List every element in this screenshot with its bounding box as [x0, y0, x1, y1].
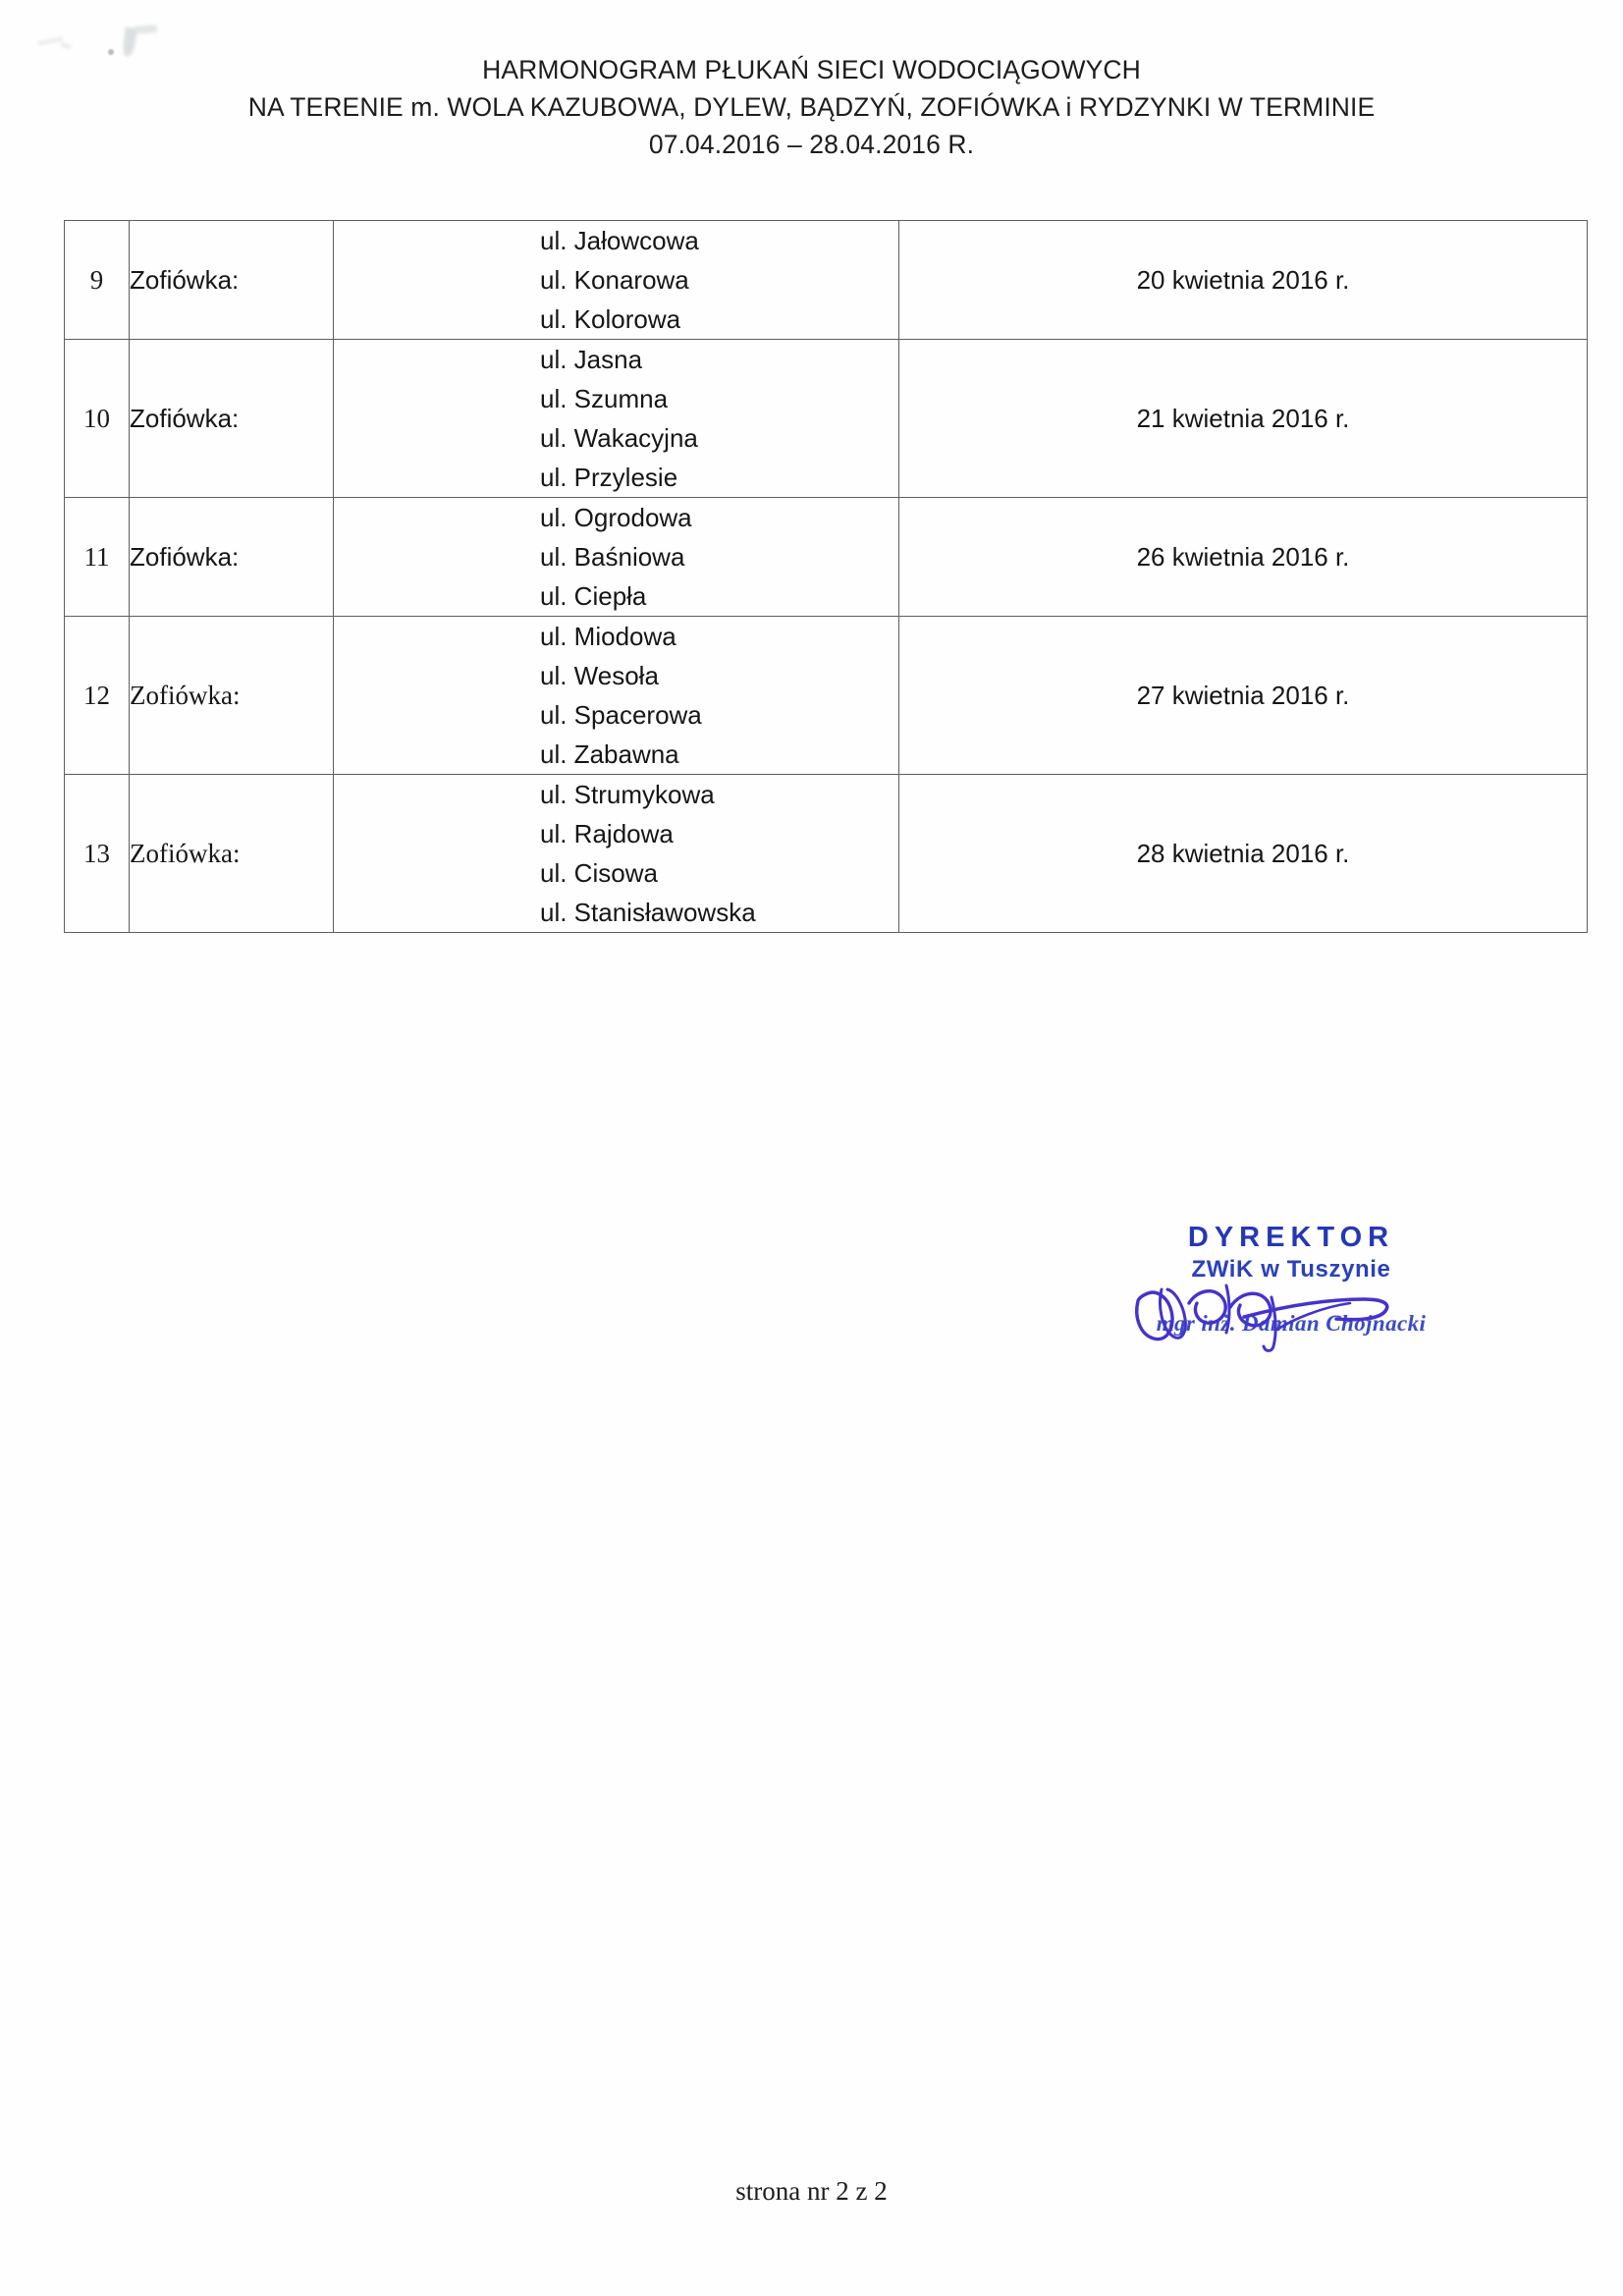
locality-cell: Zofiówka:	[130, 221, 334, 340]
row-number-cell: 11	[65, 498, 130, 617]
title-line-2: NA TERENIE m. WOLA KAZUBOWA, DYLEW, BĄDZYŃ, ZOFIÓWKA i RYDZYNKI W TERMINIE	[247, 92, 1376, 122]
street-name: ul. Cisowa	[540, 858, 658, 888]
street-name: ul. Rajdowa	[540, 819, 674, 848]
street-name: ul. Jałowcowa	[540, 226, 699, 255]
street-list-cell	[334, 340, 899, 498]
street-name: ul. Spacerowa	[540, 700, 702, 730]
scan-artifact	[135, 25, 158, 34]
street-name: ul. Wakacyjna	[540, 423, 698, 453]
signature-name-text: mgr inż. Damian Chojnacki	[1156, 1311, 1427, 1336]
table-row	[65, 221, 1588, 340]
signature-title: DYREKTOR	[1187, 1222, 1395, 1253]
flushing-date-cell: 21 kwietnia 2016 r.	[899, 340, 1588, 498]
locality-cell: Zofiówka:	[130, 775, 334, 933]
document-title-block	[0, 51, 1623, 163]
scan-artifact	[37, 37, 63, 45]
street-name: ul. Strumykowa	[540, 780, 715, 809]
flushing-date-cell: 28 kwietnia 2016 r.	[899, 775, 1588, 933]
street-name: ul. Szumna	[540, 384, 669, 413]
schedule-table-body	[65, 221, 1588, 933]
street-list-cell	[334, 221, 899, 340]
flushing-date-cell: 26 kwietnia 2016 r.	[899, 498, 1588, 617]
signature-name	[1085, 1311, 1497, 1337]
table-row	[65, 775, 1588, 933]
row-number-cell: 13	[65, 775, 130, 933]
flushing-date-cell: 27 kwietnia 2016 r.	[899, 617, 1588, 775]
locality-cell: Zofiówka:	[130, 498, 334, 617]
signature-organization: ZWiK w Tuszynie	[1191, 1256, 1391, 1283]
street-name: ul. Przylesie	[540, 463, 678, 492]
table-row	[65, 617, 1588, 775]
table-row	[65, 498, 1588, 617]
row-number-cell: 9	[65, 221, 130, 340]
street-name: ul. Wesoła	[540, 661, 659, 690]
street-name: ul. Kolorowa	[540, 304, 681, 334]
street-list-cell	[334, 498, 899, 617]
flushing-date-cell: 20 kwietnia 2016 r.	[899, 221, 1588, 340]
street-name: ul. Zabawna	[540, 739, 679, 769]
street-name: ul. Miodowa	[540, 622, 676, 651]
page-footer	[0, 2176, 1623, 2207]
flushing-schedule-table	[64, 220, 1588, 933]
scan-artifact	[60, 42, 71, 50]
street-name: ul. Jasna	[540, 345, 643, 374]
street-name: ul. Ogrodowa	[540, 503, 692, 532]
row-number-cell: 10	[65, 340, 130, 498]
locality-cell: Zofiówka:	[130, 340, 334, 498]
locality-cell: Zofiówka:	[130, 617, 334, 775]
title-line-1: HARMONOGRAM PŁUKAŃ SIECI WODOCIĄGOWYCH	[482, 55, 1141, 84]
page-number-label: strona nr 2 z 2	[735, 2176, 888, 2206]
street-list-cell	[334, 775, 899, 933]
street-name: ul. Konarowa	[540, 265, 689, 295]
title-date-range: 07.04.2016 – 28.04.2016 R.	[648, 130, 975, 159]
table-row	[65, 340, 1588, 498]
street-list-cell	[334, 617, 899, 775]
street-name: ul. Baśniowa	[540, 542, 685, 572]
row-number-cell: 12	[65, 617, 130, 775]
street-name: ul. Ciepła	[540, 581, 647, 611]
signature-block	[1085, 1221, 1497, 1337]
street-name: ul. Stanisławowska	[540, 898, 756, 927]
